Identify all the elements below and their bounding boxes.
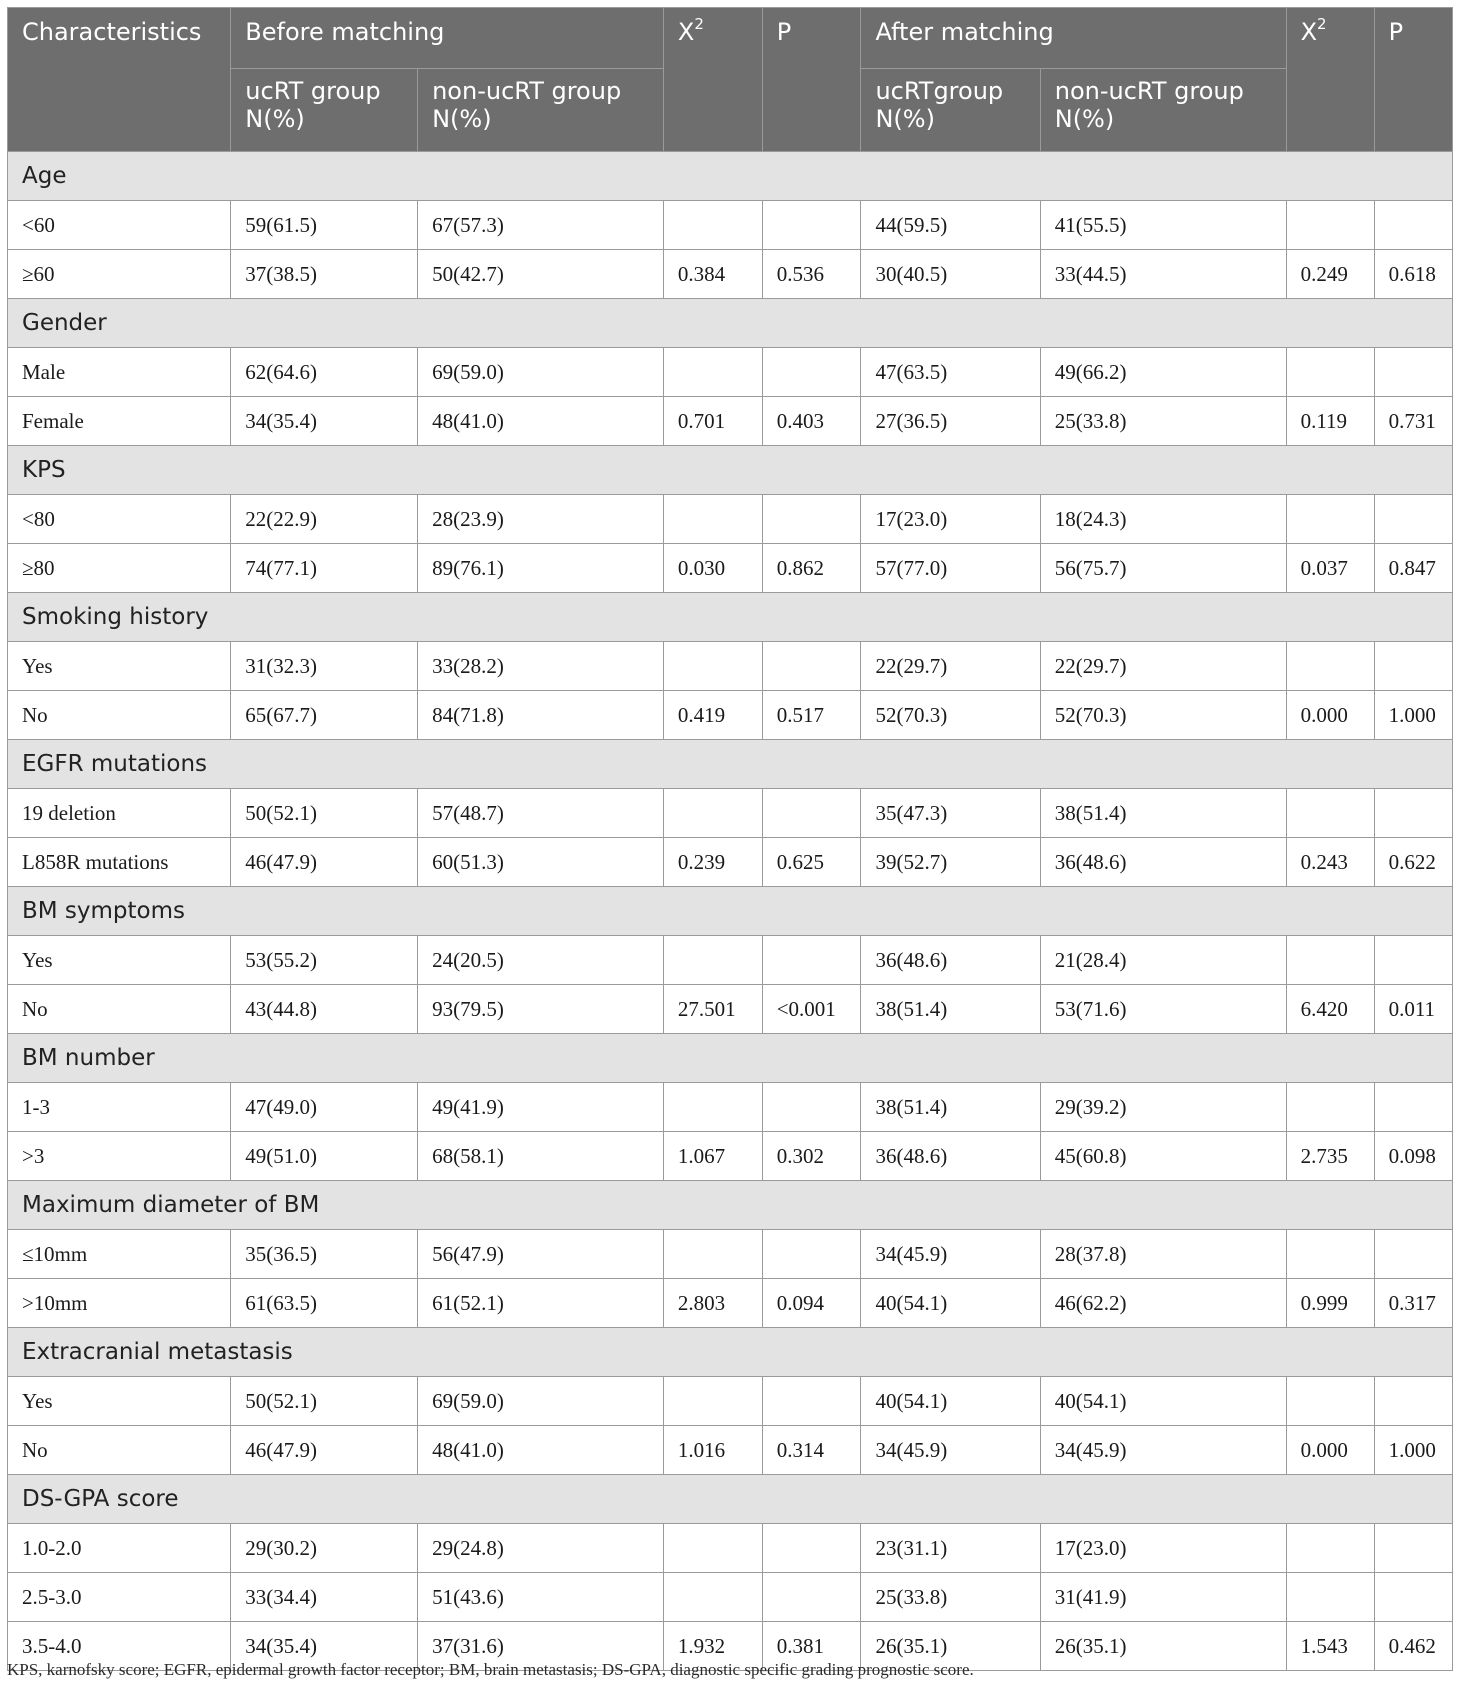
cell-after-non-ucrt: 46(62.2)	[1040, 1279, 1286, 1328]
table-row	[8, 1377, 1453, 1426]
cell-before-chi-square: 0.701	[663, 397, 762, 446]
cell-characteristic: 3.5-4.0	[8, 1622, 231, 1671]
section-row	[8, 887, 1453, 936]
table-row	[8, 544, 1453, 593]
cell-before-non-ucrt: 33(28.2)	[418, 642, 664, 691]
cell-characteristic: <80	[8, 495, 231, 544]
header-after-ucrt	[861, 69, 1040, 152]
cell-after-non-ucrt: 25(33.8)	[1040, 397, 1286, 446]
table-row	[8, 495, 1453, 544]
cell-after-p: 0.011	[1374, 985, 1452, 1034]
cell-before-p	[762, 201, 861, 250]
cell-before-ucrt: 74(77.1)	[231, 544, 418, 593]
cell-before-ucrt: 62(64.6)	[231, 348, 418, 397]
cell-after-non-ucrt: 22(29.7)	[1040, 642, 1286, 691]
chi-square-superscript: 2	[1317, 15, 1327, 33]
cell-after-chi-square	[1286, 1083, 1374, 1132]
cell-after-chi-square: 2.735	[1286, 1132, 1374, 1181]
cell-before-chi-square: 1.016	[663, 1426, 762, 1475]
cell-after-ucrt: 39(52.7)	[861, 838, 1040, 887]
cell-before-chi-square	[663, 789, 762, 838]
cell-after-ucrt: 57(77.0)	[861, 544, 1040, 593]
cell-before-p: 0.094	[762, 1279, 861, 1328]
cell-after-chi-square	[1286, 936, 1374, 985]
cell-before-non-ucrt: 57(48.7)	[418, 789, 664, 838]
cell-characteristic: ≥60	[8, 250, 231, 299]
cell-before-ucrt: 43(44.8)	[231, 985, 418, 1034]
cell-after-non-ucrt: 29(39.2)	[1040, 1083, 1286, 1132]
cell-after-ucrt: 17(23.0)	[861, 495, 1040, 544]
cell-before-non-ucrt: 24(20.5)	[418, 936, 664, 985]
cell-characteristic: No	[8, 691, 231, 740]
table-row	[8, 1132, 1453, 1181]
cell-before-non-ucrt: 28(23.9)	[418, 495, 664, 544]
table-row	[8, 201, 1453, 250]
cell-after-non-ucrt: 45(60.8)	[1040, 1132, 1286, 1181]
cell-after-p: 0.731	[1374, 397, 1452, 446]
header-before-non-ucrt-line1: non-ucRT group	[432, 77, 622, 105]
cell-characteristic: >3	[8, 1132, 231, 1181]
cell-before-chi-square: 0.030	[663, 544, 762, 593]
table-row	[8, 642, 1453, 691]
cell-after-ucrt: 47(63.5)	[861, 348, 1040, 397]
cell-before-p: 0.302	[762, 1132, 861, 1181]
cell-before-chi-square: 0.239	[663, 838, 762, 887]
table-row	[8, 348, 1453, 397]
table-row	[8, 1083, 1453, 1132]
cell-before-non-ucrt: 61(52.1)	[418, 1279, 664, 1328]
cell-before-ucrt: 61(63.5)	[231, 1279, 418, 1328]
table-header	[8, 8, 1453, 152]
cell-after-p: 1.000	[1374, 691, 1452, 740]
header-before-matching: Before matching	[231, 8, 664, 69]
section-label: Gender	[8, 299, 1453, 348]
section-label: EGFR mutations	[8, 740, 1453, 789]
cell-after-ucrt: 22(29.7)	[861, 642, 1040, 691]
cell-characteristic: Yes	[8, 642, 231, 691]
cell-after-non-ucrt: 28(37.8)	[1040, 1230, 1286, 1279]
cell-after-p: 0.098	[1374, 1132, 1452, 1181]
header-after-ucrt-line2: N(%)	[875, 105, 935, 133]
cell-after-non-ucrt: 41(55.5)	[1040, 201, 1286, 250]
cell-before-non-ucrt: 84(71.8)	[418, 691, 664, 740]
cell-after-ucrt: 40(54.1)	[861, 1279, 1040, 1328]
section-row	[8, 446, 1453, 495]
section-label: Extracranial metastasis	[8, 1328, 1453, 1377]
cell-before-chi-square: 0.419	[663, 691, 762, 740]
section-row	[8, 740, 1453, 789]
cell-characteristic: 1-3	[8, 1083, 231, 1132]
cell-after-chi-square: 0.243	[1286, 838, 1374, 887]
cell-before-chi-square	[663, 936, 762, 985]
cell-after-non-ucrt: 33(44.5)	[1040, 250, 1286, 299]
cell-characteristic: Male	[8, 348, 231, 397]
cell-before-ucrt: 65(67.7)	[231, 691, 418, 740]
section-label: DS-GPA score	[8, 1475, 1453, 1524]
cell-after-chi-square: 0.999	[1286, 1279, 1374, 1328]
section-row	[8, 1034, 1453, 1083]
cell-after-chi-square	[1286, 348, 1374, 397]
table-row	[8, 397, 1453, 446]
cell-before-p	[762, 495, 861, 544]
cell-after-chi-square	[1286, 495, 1374, 544]
cell-after-p: 0.618	[1374, 250, 1452, 299]
header-after-non-ucrt-line1: non-ucRT group	[1054, 77, 1244, 105]
table-row	[8, 1230, 1453, 1279]
cell-before-non-ucrt: 49(41.9)	[418, 1083, 664, 1132]
cell-before-non-ucrt: 60(51.3)	[418, 838, 664, 887]
cell-characteristic: ≤10mm	[8, 1230, 231, 1279]
cell-after-p: 0.317	[1374, 1279, 1452, 1328]
cell-after-ucrt: 52(70.3)	[861, 691, 1040, 740]
cell-after-chi-square	[1286, 201, 1374, 250]
cell-before-ucrt: 46(47.9)	[231, 1426, 418, 1475]
cell-before-chi-square	[663, 1377, 762, 1426]
cell-after-ucrt: 30(40.5)	[861, 250, 1040, 299]
chi-square-label: X	[677, 18, 695, 46]
cell-before-ucrt: 59(61.5)	[231, 201, 418, 250]
cell-before-chi-square	[663, 1524, 762, 1573]
cell-before-ucrt: 33(34.4)	[231, 1573, 418, 1622]
cell-after-p: 0.622	[1374, 838, 1452, 887]
chi-square-superscript: 2	[694, 15, 704, 33]
cell-after-non-ucrt: 31(41.9)	[1040, 1573, 1286, 1622]
header-before-ucrt	[231, 69, 418, 152]
cell-after-non-ucrt: 38(51.4)	[1040, 789, 1286, 838]
cell-before-ucrt: 53(55.2)	[231, 936, 418, 985]
header-after-non-ucrt-line2: N(%)	[1054, 105, 1115, 133]
cell-characteristic: Female	[8, 397, 231, 446]
header-chi-square-after	[1286, 8, 1374, 152]
cell-before-ucrt: 31(32.3)	[231, 642, 418, 691]
cell-after-ucrt: 36(48.6)	[861, 936, 1040, 985]
cell-before-non-ucrt: 93(79.5)	[418, 985, 664, 1034]
cell-before-ucrt: 50(52.1)	[231, 789, 418, 838]
cell-before-p	[762, 1377, 861, 1426]
cell-after-chi-square	[1286, 789, 1374, 838]
cell-before-non-ucrt: 48(41.0)	[418, 1426, 664, 1475]
cell-before-chi-square	[663, 1083, 762, 1132]
cell-before-non-ucrt: 51(43.6)	[418, 1573, 664, 1622]
header-before-non-ucrt	[418, 69, 664, 152]
chi-square-label: X	[1300, 18, 1318, 46]
header-after-non-ucrt	[1040, 69, 1286, 152]
cell-before-chi-square	[663, 642, 762, 691]
cell-before-chi-square	[663, 201, 762, 250]
section-label: Maximum diameter of BM	[8, 1181, 1453, 1230]
cell-after-chi-square: 6.420	[1286, 985, 1374, 1034]
cell-characteristic: >10mm	[8, 1279, 231, 1328]
cell-before-p: 0.862	[762, 544, 861, 593]
cell-before-chi-square: 1.932	[663, 1622, 762, 1671]
cell-before-non-ucrt: 89(76.1)	[418, 544, 664, 593]
cell-after-p: 1.000	[1374, 1426, 1452, 1475]
cell-after-non-ucrt: 52(70.3)	[1040, 691, 1286, 740]
table-row	[8, 1279, 1453, 1328]
cell-before-ucrt: 34(35.4)	[231, 1622, 418, 1671]
cell-before-ucrt: 46(47.9)	[231, 838, 418, 887]
section-row	[8, 299, 1453, 348]
cell-after-chi-square	[1286, 1524, 1374, 1573]
cell-after-ucrt: 25(33.8)	[861, 1573, 1040, 1622]
cell-after-non-ucrt: 18(24.3)	[1040, 495, 1286, 544]
cell-before-ucrt: 49(51.0)	[231, 1132, 418, 1181]
cell-after-p: 0.462	[1374, 1622, 1452, 1671]
cell-after-p	[1374, 1083, 1452, 1132]
section-row	[8, 152, 1453, 201]
cell-after-p: 0.847	[1374, 544, 1452, 593]
header-before-non-ucrt-line2: N(%)	[432, 105, 492, 133]
header-after-matching: After matching	[861, 8, 1286, 69]
cell-after-chi-square	[1286, 642, 1374, 691]
cell-after-p	[1374, 1230, 1452, 1279]
cell-before-non-ucrt: 48(41.0)	[418, 397, 664, 446]
cell-before-non-ucrt: 68(58.1)	[418, 1132, 664, 1181]
cell-after-ucrt: 38(51.4)	[861, 985, 1040, 1034]
cell-before-p	[762, 936, 861, 985]
cell-characteristic: ≥80	[8, 544, 231, 593]
header-before-ucrt-line2: N(%)	[245, 105, 305, 133]
header-p-after: P	[1374, 8, 1452, 152]
cell-after-chi-square: 0.119	[1286, 397, 1374, 446]
cell-after-non-ucrt: 36(48.6)	[1040, 838, 1286, 887]
cell-before-chi-square	[663, 1230, 762, 1279]
header-characteristics: Characteristics	[8, 8, 231, 152]
cell-before-p: 0.517	[762, 691, 861, 740]
cell-after-chi-square: 0.000	[1286, 1426, 1374, 1475]
table-row	[8, 1573, 1453, 1622]
cell-after-p	[1374, 1377, 1452, 1426]
cell-after-non-ucrt: 40(54.1)	[1040, 1377, 1286, 1426]
cell-after-non-ucrt: 53(71.6)	[1040, 985, 1286, 1034]
header-chi-square-before	[663, 8, 762, 152]
table-row	[8, 985, 1453, 1034]
cell-characteristic: Yes	[8, 1377, 231, 1426]
cell-before-p	[762, 1230, 861, 1279]
baseline-characteristics-table	[7, 7, 1453, 1671]
cell-after-non-ucrt: 17(23.0)	[1040, 1524, 1286, 1573]
table-row	[8, 789, 1453, 838]
cell-after-chi-square: 1.543	[1286, 1622, 1374, 1671]
section-row	[8, 593, 1453, 642]
cell-before-chi-square: 1.067	[663, 1132, 762, 1181]
section-label: Age	[8, 152, 1453, 201]
cell-characteristic: 2.5-3.0	[8, 1573, 231, 1622]
header-after-ucrt-line1: ucRTgroup	[875, 77, 1004, 105]
cell-before-non-ucrt: 67(57.3)	[418, 201, 664, 250]
cell-before-chi-square: 0.384	[663, 250, 762, 299]
cell-characteristic: 19 deletion	[8, 789, 231, 838]
cell-before-p	[762, 348, 861, 397]
cell-before-ucrt: 50(52.1)	[231, 1377, 418, 1426]
cell-before-ucrt: 35(36.5)	[231, 1230, 418, 1279]
cell-before-p	[762, 642, 861, 691]
cell-before-non-ucrt: 37(31.6)	[418, 1622, 664, 1671]
cell-after-non-ucrt: 21(28.4)	[1040, 936, 1286, 985]
section-row	[8, 1328, 1453, 1377]
section-label: BM number	[8, 1034, 1453, 1083]
table-footnote: KPS, karnofsky score; EGFR, epidermal growth factor receptor; BM, brain metastasis; DS-GPA, diagnostic specific grading prognostic score.	[7, 1660, 974, 1679]
cell-after-non-ucrt: 49(66.2)	[1040, 348, 1286, 397]
cell-after-ucrt: 36(48.6)	[861, 1132, 1040, 1181]
cell-before-p: 0.403	[762, 397, 861, 446]
cell-characteristic: <60	[8, 201, 231, 250]
cell-after-p	[1374, 642, 1452, 691]
cell-after-ucrt: 34(45.9)	[861, 1426, 1040, 1475]
cell-before-non-ucrt: 29(24.8)	[418, 1524, 664, 1573]
cell-after-ucrt: 27(36.5)	[861, 397, 1040, 446]
cell-after-p	[1374, 936, 1452, 985]
cell-before-non-ucrt: 50(42.7)	[418, 250, 664, 299]
cell-after-ucrt: 44(59.5)	[861, 201, 1040, 250]
cell-after-p	[1374, 1524, 1452, 1573]
cell-before-non-ucrt: 69(59.0)	[418, 1377, 664, 1426]
cell-before-ucrt: 34(35.4)	[231, 397, 418, 446]
cell-before-p: <0.001	[762, 985, 861, 1034]
section-label: Smoking history	[8, 593, 1453, 642]
table-row	[8, 1524, 1453, 1573]
cell-after-p	[1374, 495, 1452, 544]
cell-after-ucrt: 38(51.4)	[861, 1083, 1040, 1132]
cell-after-ucrt: 23(31.1)	[861, 1524, 1040, 1573]
cell-before-p: 0.536	[762, 250, 861, 299]
cell-before-ucrt: 22(22.9)	[231, 495, 418, 544]
cell-before-p: 0.381	[762, 1622, 861, 1671]
section-row	[8, 1181, 1453, 1230]
cell-after-chi-square	[1286, 1377, 1374, 1426]
cell-before-p	[762, 1083, 861, 1132]
cell-before-chi-square: 2.803	[663, 1279, 762, 1328]
cell-before-p	[762, 789, 861, 838]
cell-after-p	[1374, 201, 1452, 250]
cell-before-chi-square: 27.501	[663, 985, 762, 1034]
cell-characteristic: No	[8, 1426, 231, 1475]
section-row	[8, 1475, 1453, 1524]
table-row	[8, 691, 1453, 740]
cell-after-p	[1374, 789, 1452, 838]
cell-after-ucrt: 26(35.1)	[861, 1622, 1040, 1671]
cell-characteristic: No	[8, 985, 231, 1034]
cell-before-chi-square	[663, 495, 762, 544]
table-row	[8, 838, 1453, 887]
table-row	[8, 1426, 1453, 1475]
cell-after-p	[1374, 348, 1452, 397]
cell-before-ucrt: 47(49.0)	[231, 1083, 418, 1132]
cell-characteristic: Yes	[8, 936, 231, 985]
cell-after-p	[1374, 1573, 1452, 1622]
header-before-ucrt-line1: ucRT group	[245, 77, 381, 105]
table-container	[7, 7, 1453, 1671]
cell-before-chi-square	[663, 348, 762, 397]
cell-after-non-ucrt: 26(35.1)	[1040, 1622, 1286, 1671]
table-row	[8, 936, 1453, 985]
cell-before-p	[762, 1573, 861, 1622]
cell-after-non-ucrt: 34(45.9)	[1040, 1426, 1286, 1475]
cell-characteristic: 1.0-2.0	[8, 1524, 231, 1573]
cell-before-ucrt: 29(30.2)	[231, 1524, 418, 1573]
cell-characteristic: L858R mutations	[8, 838, 231, 887]
cell-before-p: 0.314	[762, 1426, 861, 1475]
cell-after-chi-square: 0.000	[1286, 691, 1374, 740]
cell-after-chi-square	[1286, 1230, 1374, 1279]
cell-after-chi-square: 0.037	[1286, 544, 1374, 593]
cell-before-non-ucrt: 69(59.0)	[418, 348, 664, 397]
cell-before-p: 0.625	[762, 838, 861, 887]
cell-after-ucrt: 35(47.3)	[861, 789, 1040, 838]
cell-before-ucrt: 37(38.5)	[231, 250, 418, 299]
section-label: KPS	[8, 446, 1453, 495]
cell-after-chi-square	[1286, 1573, 1374, 1622]
cell-before-chi-square	[663, 1573, 762, 1622]
header-p-before: P	[762, 8, 861, 152]
cell-after-ucrt: 34(45.9)	[861, 1230, 1040, 1279]
cell-after-ucrt: 40(54.1)	[861, 1377, 1040, 1426]
table-body	[8, 152, 1453, 1671]
cell-before-non-ucrt: 56(47.9)	[418, 1230, 664, 1279]
section-label: BM symptoms	[8, 887, 1453, 936]
cell-after-non-ucrt: 56(75.7)	[1040, 544, 1286, 593]
cell-before-p	[762, 1524, 861, 1573]
cell-after-chi-square: 0.249	[1286, 250, 1374, 299]
table-row	[8, 250, 1453, 299]
